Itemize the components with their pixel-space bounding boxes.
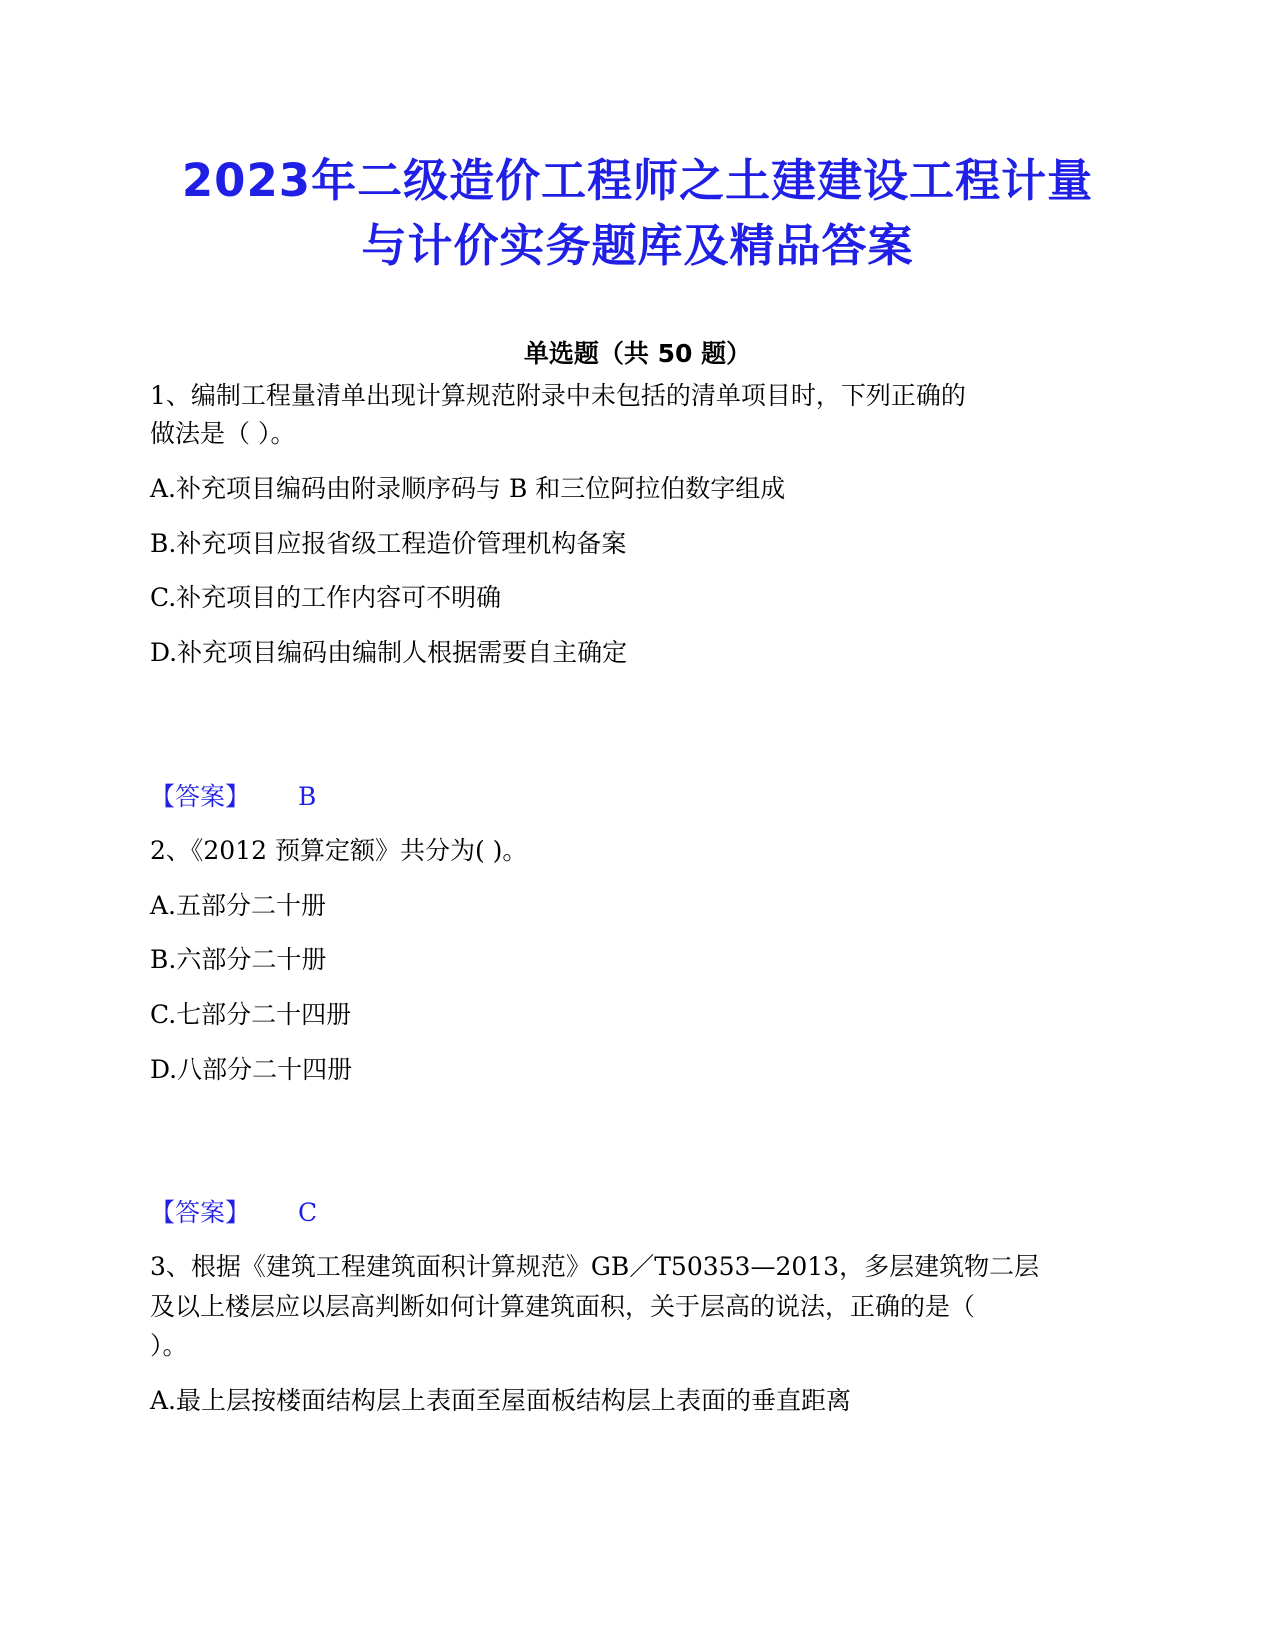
question-3-stem-line-3: ）。 (150, 1331, 188, 1360)
question-1-option-d: D.补充项目编码由编制人根据需要自主确定 (150, 638, 628, 667)
document-title (60, 148, 1215, 278)
question-1-option-b: B.补充项目应报省级工程造价管理机构备案 (150, 529, 627, 558)
question-1-stem-line-2: 做法是（ ）。 (150, 419, 296, 448)
question-1-answer (150, 777, 1135, 817)
question-2-option-d: D.八部分二十四册 (150, 1055, 353, 1084)
title-line-2: 与计价实务题库及精品答案 (361, 219, 914, 272)
answer-value: B (298, 782, 317, 811)
question-1-option-c: C.补充项目的工作内容可不明确 (150, 583, 502, 612)
question-3-stem-line-1: 3、根据《建筑工程建筑面积计算规范》GB／T50353—2013，多层建筑物二层 (150, 1252, 1040, 1281)
answer-label: 【答案】 (150, 782, 251, 811)
question-3-option-a: A.最上层按楼面结构层上表面至屋面板结构层上表面的垂直距离 (150, 1386, 852, 1415)
question-2-stem-line-1: 2、《2012 预算定额》共分为( )。 (150, 836, 528, 865)
answer-label: 【答案】 (150, 1198, 251, 1227)
question-3-stem-line-2: 及以上楼层应以层高判断如何计算建筑面积，关于层高的说法，正确的是（ (150, 1292, 976, 1321)
question-1-option-a: A.补充项目编码由附录顺序码与 B 和三位阿拉伯数字组成 (150, 474, 786, 503)
question-2-option-a: A.五部分二十册 (150, 891, 327, 920)
question-1-stem-line-1: 1、编制工程量清单出现计算规范附录中未包括的清单项目时，下列正确的 (150, 381, 966, 410)
section-heading: 单选题（共 50 题） (523, 339, 752, 368)
answer-value: C (298, 1198, 318, 1227)
question-2-option-c: C.七部分二十四册 (150, 1000, 352, 1029)
title-line-1: 2023年二级造价工程师之土建建设工程计量 (181, 154, 1094, 207)
question-2-option-b: B.六部分二十册 (150, 945, 327, 974)
question-2-answer (150, 1193, 1135, 1233)
